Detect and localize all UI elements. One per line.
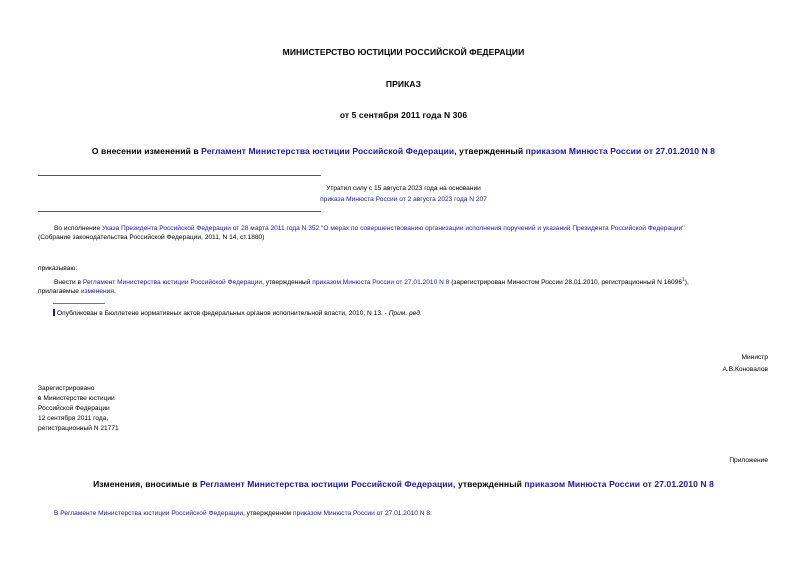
item-lead: Внести в <box>54 279 83 287</box>
footnote-marker-icon <box>53 309 55 316</box>
registration-line: Зарегистрировано <box>38 385 95 392</box>
appendix-title-mid: , утвержденный <box>453 479 525 489</box>
status-bottom-rule <box>38 211 321 212</box>
signature-name: А.В.Коновалов <box>722 366 768 373</box>
appendix-body-lead: В <box>54 510 61 517</box>
appendix-title <box>0 479 807 489</box>
registration-block <box>38 384 119 434</box>
appendix-regulation-link[interactable]: Регламент Министерства юстиции Российской Федерации <box>199 479 454 489</box>
appendix-body-order-link[interactable]: приказом Минюста России от 27.01.2010 N 8 <box>293 510 431 517</box>
item-mid2: (зарегистрирован Минюстом России 28.01.2010, регистрационный N 16096 <box>449 279 683 287</box>
title-order-link[interactable]: приказом Минюста России от 27.01.2010 N 8 <box>525 146 716 156</box>
order-word: приказываю: <box>38 265 78 272</box>
item-end: ), <box>684 279 689 287</box>
ministry-heading: МИНИСТЕРСТВО ЮСТИЦИИ РОССИЙСКОЙ ФЕДЕРАЦИИ <box>282 47 525 57</box>
preamble <box>38 224 770 242</box>
presidential-decree-link[interactable]: Указа Президента Российской Федерации от 28 марта 2011 года N 352 "О мерах по совершенствованию организации исполнения поручений и указаний Президента Российской Федерации" <box>101 225 685 232</box>
registration-line: регистрационный N 21771 <box>38 425 119 432</box>
order-item <box>38 276 770 296</box>
signature-position: Министр <box>741 354 768 361</box>
registration-line: в Министерстве юстиции <box>38 395 115 402</box>
title-middle: , утвержденный <box>454 146 526 156</box>
document-title <box>0 146 807 156</box>
appendix-body-mid: , утвержденном <box>243 510 293 517</box>
footnote-text: Опубликован в Бюллетене нормативных актов федеральных органов исполнительной власти, 2010, N 13. - <box>57 310 389 317</box>
preamble-lead: Во исполнение <box>54 225 102 232</box>
status-line: Утратил силу с 15 августа 2023 года на основании <box>326 185 481 192</box>
item-mid1: , утвержденный <box>262 279 313 287</box>
appendix-title-prefix: Изменения, вносимые в <box>93 479 200 489</box>
registration-line: 12 сентября 2011 года, <box>38 415 109 422</box>
item-line2-end: . <box>113 288 116 296</box>
item-order-link[interactable]: приказом Минюста России от 27.01.2010 N 8 <box>312 279 450 287</box>
footnote-editor-note: Прим. ред. <box>388 310 422 317</box>
appendix-body-regulation-link[interactable]: Регламенте Министерства юстиции Российской Федерации <box>60 510 244 517</box>
signature-block <box>723 353 768 374</box>
document-type: ПРИКАЗ <box>385 79 422 89</box>
document-date-number: от 5 сентября 2011 года N 306 <box>339 110 468 120</box>
changes-link[interactable]: изменения <box>80 288 114 296</box>
appendix-order-link[interactable]: приказом Минюста России от 27.01.2010 N 8 <box>524 479 714 489</box>
status-top-rule <box>38 175 321 176</box>
footnote-ref[interactable]: 1 <box>682 277 685 283</box>
item-line2-lead: прилагаемые <box>38 288 81 296</box>
status-repeal-link[interactable]: приказа Минюста России от 2 августа 2023 года N 207 <box>320 196 487 203</box>
footnote-rule <box>53 303 105 304</box>
appendix-body <box>54 509 432 518</box>
title-prefix: О внесении изменений в <box>91 146 202 156</box>
item-regulation-link[interactable]: Регламент Министерства юстиции Российской Федерации <box>82 279 263 287</box>
preamble-tail: (Собрание законодательства Российской Федерации, 2011, N 14, ст.1880) <box>38 234 265 241</box>
appendix-label: Приложение <box>729 457 768 464</box>
appendix-body-end: : <box>430 510 432 517</box>
footnote <box>53 309 422 318</box>
title-regulation-link[interactable]: Регламент Министерства юстиции Российской Федерации <box>201 146 455 156</box>
registration-line: Российской Федерации <box>38 405 110 412</box>
